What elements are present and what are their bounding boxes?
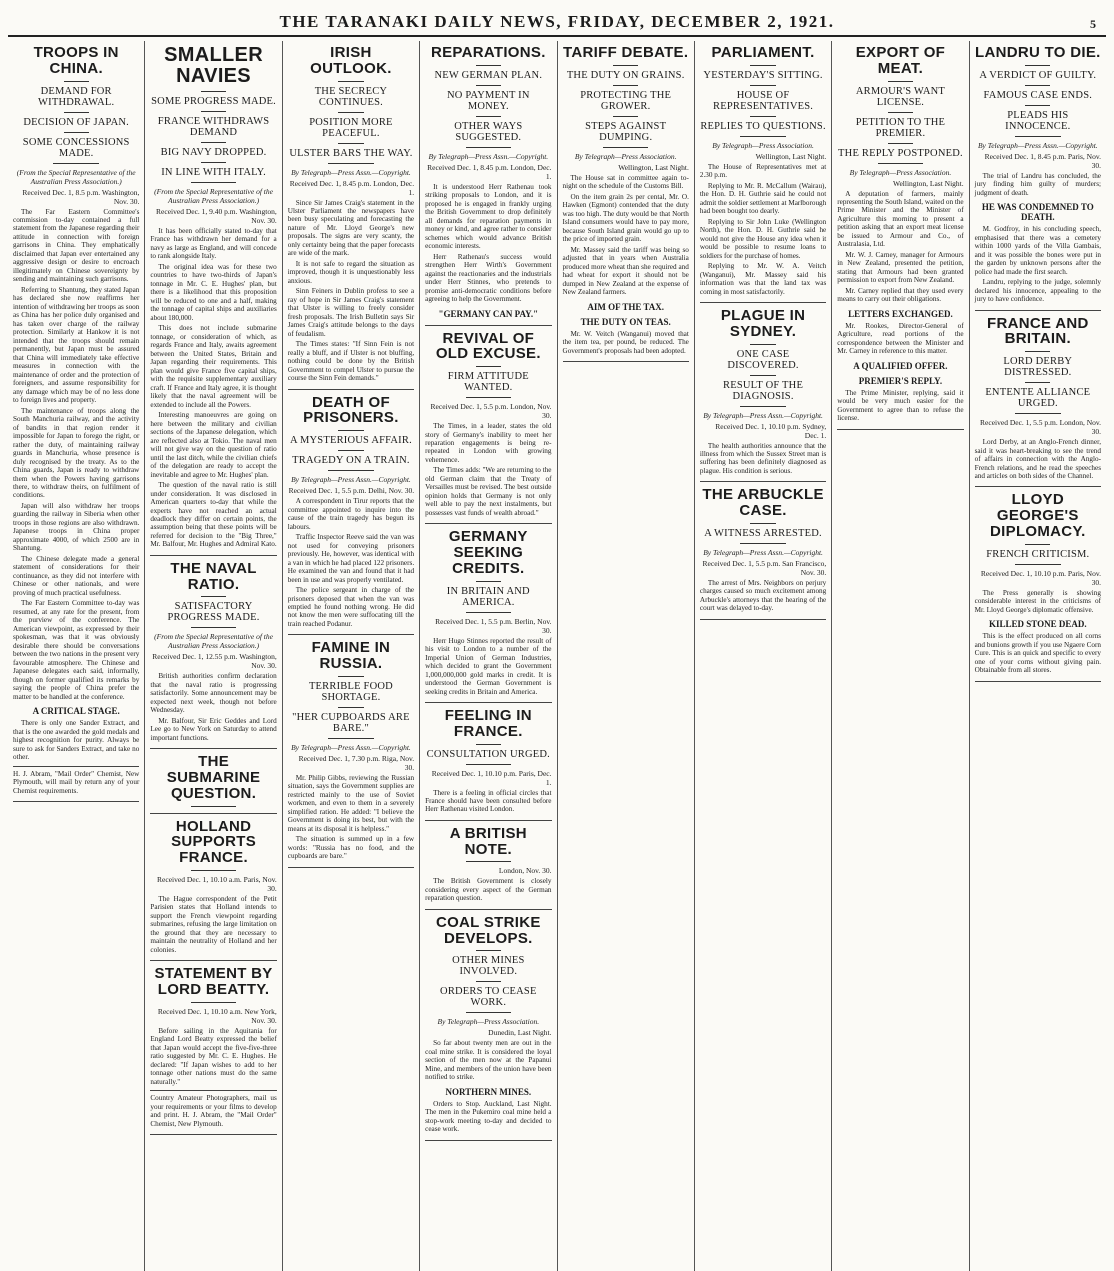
masthead [8, 6, 1106, 37]
headline: EXPORT OF MEAT. [855, 44, 946, 77]
divider [338, 81, 363, 82]
paragraph: The Hague correspondent of the Petit Parisien states that Holland intends to support the French viewpoint regarding submarines, refusing the large limitation on the ground that they are necessary to maintain the neutrality of Holland and her colonies. [150, 894, 277, 954]
subheadline: DEMAND FOR WITHDRAWAL. [38, 85, 115, 108]
headline: DEATH OF PRISONERS. [303, 393, 399, 427]
paragraph: Herr Rathenau's success would strengthen Herr Wirth's Government against the reactionaries and the industrials under Herr Stinnes, who pretends to promise anti-democratic conditions before agreeing to help the Government. [425, 252, 552, 304]
subheadline: PLEADS HIS INNOCENCE. [1005, 109, 1071, 132]
section-subhead: AIM OF THE TAX. [587, 301, 665, 312]
divider [476, 744, 501, 745]
section-subhead: "GERMANY CAN PAY." [438, 308, 539, 319]
byline: By Telegraph—Press Assn.—Copyright. [291, 475, 411, 485]
section-subhead: HE WAS CONDEMNED TO DEATH. [981, 202, 1094, 223]
dateline: Received Dec. 1, 9.40 p.m. Washington, Nov. 30. [156, 207, 277, 225]
paragraph: Mr. Balfour, Sir Eric Geddes and Lord Lee go to New York on Saturday to attend important functions. [150, 716, 277, 742]
article-separator [425, 820, 551, 821]
divider [1025, 85, 1050, 86]
headline: FRANCE AND BRITAIN. [987, 314, 1089, 348]
divider [191, 806, 236, 807]
article-separator [563, 361, 689, 362]
column-grid [8, 41, 1106, 1271]
byline: By Telegraph—Press Assn.—Copyright. [703, 547, 823, 557]
divider [476, 981, 501, 982]
divider [888, 112, 913, 113]
paragraph: It is understood Herr Rathenau took striking proposals to London, and it is proposed he is engaged in frankly urging the British Government to drop definitely all demands for reparation payments in money or kind, and agree rather to consider schemes which would advance British economic interests. [425, 182, 552, 251]
column [695, 41, 832, 1271]
divider [476, 950, 501, 951]
paragraph: Sinn Feiners in Dublin profess to see a ray of hope in Sir James Craig's statement that Ulster is willing to freely consider fresh proposals. The Irish Bulletin says Sir James Craig's attitude belongs to the days of feudalism. [287, 287, 415, 338]
paragraph: Replying to Mr. W. A. Veitch (Wanganui), Mr. Massey said his information was that the land tax was coming in most satisfactorily. [699, 262, 827, 296]
article-separator [425, 909, 551, 910]
byline: By Telegraph—Press Association. [849, 167, 952, 177]
byline: By Telegraph—Press Assn.—Copyright. [428, 151, 549, 161]
dateline: Received Dec. 1, 7.30 p.m. Riga, Nov. 30. [298, 753, 415, 772]
subheadline: FRENCH CRITICISM. [986, 548, 1090, 560]
section-subhead: THE DUTY ON TEAS. [580, 316, 671, 327]
subheadline: ULSTER BARS THE WAY. [289, 147, 413, 159]
section-subhead: NORTHERN MINES. [445, 1086, 532, 1097]
paragraph: The trial of Landru has concluded, the jury finding him guilty of murders; judgment of death. [974, 171, 1101, 197]
dateline: Received Dec. 1, 5.5 p.m. Berlin, Nov. 30. [435, 616, 552, 635]
paragraph: Landru, replying to the judge, solemnly declared his innocence, appealing to the jury to have confidence. [974, 278, 1101, 304]
article-separator [425, 325, 551, 326]
divider [201, 162, 226, 163]
divider [750, 375, 775, 376]
divider [1015, 136, 1060, 137]
subheadline: STEPS AGAINST DUMPING. [585, 120, 667, 143]
subheadline: YESTERDAY'S SITTING. [703, 69, 823, 81]
dateline: Wellington, Last Night. [892, 178, 964, 188]
byline: (From the Special Representative of the Australian Press Association.) [154, 187, 273, 205]
dateline: Received Dec. 1, 10.10 a.m. New York, Nov. 30. [157, 1006, 277, 1025]
article [288, 395, 414, 629]
column [8, 41, 145, 1271]
divider [476, 116, 501, 117]
dateline: Dunedin, Last Night. [488, 1028, 552, 1038]
subheadline: THE REPLY POSTPONED. [838, 147, 963, 159]
paragraph: The Times states: "If Sinn Fein is not really a bluff, and if Ulster is not bluffing, nothing could be done by the British Government to compel Ulster to pursue the course the Sinn Fein demands." [287, 340, 415, 383]
paragraph: A correspondent in Tirur reports that the committee appointed to inquire into the cause of the train tragedy has begun its labours. [287, 497, 415, 531]
advertisement-text: H. J. Abram, "Mail Order" Chemist, New Plymouth, will mail by return any of your Chemist requirements. [13, 769, 140, 795]
article [288, 45, 414, 383]
dateline: Received Dec. 1, 8.45 p.m. Paris, Nov. 30. [984, 151, 1101, 170]
headline: LLOYD GEORGE'S DIPLOMACY. [990, 491, 1086, 540]
article [975, 492, 1101, 674]
divider [613, 85, 638, 86]
article [425, 915, 551, 1134]
divider [466, 1012, 511, 1013]
byline: (From the Special Representative of the Australian Press Association.) [154, 632, 273, 651]
paragraph: The Chinese delegate made a general statement of considerations for their continuance, as they did not interfere with Chinese or other nationals, and were proving of much practical usefulness. [13, 554, 140, 597]
paragraph: The police sergeant in charge of the prisoners deposed that when the van was emptied he found nothing wrong. He did not know the men were suffocating till the train reached Podanur. [287, 586, 415, 628]
subheadline: ENTENTE ALLIANCE URGED. [985, 387, 1091, 410]
divider [338, 450, 363, 451]
page-number: 5 [1090, 17, 1096, 31]
divider [613, 116, 638, 117]
headline: REVIVAL OF OLD EXCUSE. [435, 329, 541, 363]
dateline: Received Dec. 1, 10.10 p.m. Paris, Dec. 1. [431, 768, 552, 787]
divider [1025, 544, 1050, 545]
paragraph: The Far Eastern Committee to-day was resumed, at any rate for the present, from the purview of the conference. The American viewpoint, as expressed by their spokesman, was that it was obviously desirable there should be conversations between the two nations in the present very favourable atmosphere. The Chinese and Japanese delegates each said, informally, though on former qualified its remarks by saying the people of China prefer the matter to be handled at the conference. [13, 599, 140, 701]
paragraph: On the item grain 2s per cental, Mr. O. Hawken (Egmont) contended that the duty was too high. The duty would be that North Island consumers would have to pay more, because South Island grain would go up to the price of imported grain. [562, 192, 689, 244]
article [150, 966, 276, 1128]
dateline: Received Dec. 1, 5.5 p.m. London, Nov. 30. [430, 402, 552, 421]
subheadline: DECISION OF JAPAN. [23, 116, 129, 128]
dateline: Received Dec. 1, 10.10 p.m. Paris, Nov. 30. [980, 568, 1101, 587]
article-separator [288, 867, 414, 868]
headline: REPARATIONS. [430, 44, 546, 61]
divider [750, 523, 775, 524]
column [558, 41, 695, 1271]
divider [750, 85, 775, 86]
section-subhead: KILLED STONE DEAD. [989, 619, 1087, 630]
divider [466, 397, 511, 398]
advertisement [150, 1090, 276, 1128]
divider [328, 163, 373, 164]
paragraph: The House sat in committee again to-night on the schedule of the Customs Bill. [562, 173, 689, 191]
subheadline: SATISFACTORY PROGRESS MADE. [167, 601, 260, 624]
subheadline: IN LINE WITH ITALY. [161, 167, 266, 178]
column [283, 41, 420, 1271]
paragraph: The Times, in a leader, states the old story of Germany's inability to meet her reparation engagements is being re-repeated in London with growing vehemence. [425, 422, 552, 464]
byline: By Telegraph—Press Association. [712, 140, 814, 150]
dateline: Received Dec. 1, 8.45 p.m. London, Dec. 1. [289, 178, 415, 197]
dateline: Received Dec. 1, 12.55 p.m. Washington, Nov. 30. [152, 652, 277, 671]
article [288, 640, 414, 860]
headline: HOLLAND SUPPORTS FRANCE. [171, 817, 257, 867]
advertisement-text: Country Amateur Photographers, mail us your requirements or your films to develop and print. H. J. Abram, the "Mail Order" Chemist, New Plymouth. [150, 1094, 277, 1128]
paragraph: It has been officially stated to-day that France has withdrawn her demand for a navy as large as England, and will concede to rank alongside Italy. [150, 227, 277, 261]
divider [740, 136, 785, 137]
column [420, 41, 557, 1271]
paragraph: A deputation of farmers, mainly representing the South Island, waited on the Prime Minister and the Minister of Agriculture this morning to present a petition asking that an export meat license be issued to Armour and Co., of Australasia, Ltd. [837, 189, 964, 249]
subheadline: TRAGEDY ON A TRAIN. [292, 455, 410, 467]
paragraph: Japan will also withdraw her troops guarding the railway in Siberia when other troops in those regions are also withdrawn. Japanese troops in China proper approximate 4000, of which 2500 are in Shantung. [13, 501, 140, 553]
section-subhead: LETTERS EXCHANGED. [848, 308, 953, 319]
article-separator [700, 619, 826, 620]
divider [613, 65, 638, 66]
divider [740, 543, 785, 544]
divider [338, 707, 363, 708]
article [425, 331, 551, 518]
divider [750, 116, 775, 117]
paragraph: The original idea was for these two countries to have two-thirds of Japan's tonnage in Mr. C. E. Hughes' plan, but there is a likelihood that this proposition will be reduced to one and a half, making the tonnage of capital ships and auxiliaries about 180,000. [150, 262, 277, 322]
divider [466, 764, 511, 765]
article [975, 316, 1101, 481]
divider [466, 861, 511, 862]
article-separator [425, 702, 551, 703]
paragraph: The Prime Minister, replying, said it would be very much easier for the Government to agree than to refuse the license. [837, 388, 964, 423]
headline: THE SUBMARINE QUESTION. [166, 753, 261, 802]
column [832, 41, 969, 1271]
divider [338, 143, 363, 144]
article-separator [150, 960, 276, 961]
paragraph: Orders to Stop. Auckland, Last Night. The men in the Pukemiro coal mine held a stop-work meeting to-day and decided to cease work. [425, 1099, 552, 1134]
subheadline: BIG NAVY DROPPED. [160, 147, 267, 158]
byline: By Telegraph—Press Assn.—Copyright. [291, 742, 411, 752]
paragraph: Mr. Philip Gibbs, reviewing the Russian situation, says the Government supplies are restricted mainly to the use of Soviet workmen, and even to them in a severely simplified ration. He added: "I believe the Government is doing its best, but with the means at its disposal it is helpless." [287, 773, 415, 833]
subheadline: FRANCE WITHDRAWS DEMAND [157, 116, 270, 138]
article-separator [425, 523, 551, 524]
subheadline: POSITION MORE PEACEFUL. [309, 116, 393, 139]
divider [64, 81, 89, 82]
divider [191, 627, 236, 628]
paragraph: Mr. Rookes, Director-General of Agriculture, read portions of the correspondence between the Minister and Mr. Carney in reference to this matter. [837, 321, 964, 356]
subheadline: OTHER MINES INVOLVED. [452, 955, 525, 978]
column [145, 41, 282, 1271]
subheadline: LORD DERBY DISTRESSED. [1003, 356, 1073, 379]
divider [466, 612, 511, 613]
byline: By Telegraph—Press Association. [574, 151, 677, 161]
subheadline: PROTECTING THE GROWER. [580, 89, 672, 112]
divider [476, 85, 501, 86]
article-separator [700, 302, 826, 303]
article [150, 45, 276, 549]
paragraph: The British Government is closely considering every aspect of the German reparation question. [425, 877, 552, 903]
dateline: Wellington, Last Night. [618, 162, 689, 172]
paragraph: M. Godfroy, in his concluding speech, emphasised that there was a cemetery within 1000 yards of the Villa Gambais, and it was possible the bones were put in the garden by unknown persons after the police had made the first search. [974, 225, 1101, 276]
subheadline: A MYSTERIOUS AFFAIR. [289, 435, 412, 447]
paragraph: Replying to Mr. R. McCallum (Wairau), the Hon. D. H. Guthrie said he could not admit the soldier settlement at Marlborough had been bought too dearly. [699, 181, 827, 216]
divider [1025, 105, 1050, 106]
byline: By Telegraph—Press Association. [437, 1017, 540, 1027]
divider [476, 366, 501, 367]
article-separator [150, 1134, 276, 1135]
divider [201, 111, 226, 112]
paragraph: Since Sir James Craig's statement in the Ulster Parliament the newspapers have been busy speculating and forecasting the nature of Mr. Lloyd George's new proposals. The signs are very scanty, the only certainty being that the paper forecasts are wide of the mark. [287, 198, 415, 258]
headline: PARLIAMENT. [711, 44, 815, 61]
article [700, 308, 826, 475]
subheadline: SOME CONCESSIONS MADE. [22, 136, 130, 159]
article-separator [975, 681, 1101, 682]
subheadline: FAMOUS CASE ENDS. [983, 89, 1093, 101]
divider [878, 163, 923, 164]
article [425, 529, 551, 696]
section-subhead: A CRITICAL STAGE. [32, 706, 120, 717]
headline: THE NAVAL RATIO. [170, 559, 257, 593]
article [425, 708, 551, 814]
divider [750, 65, 775, 66]
byline: By Telegraph—Press Assn.—Copyright. [977, 140, 1098, 150]
subheadline: HOUSE OF REPRESENTATIVES. [713, 89, 814, 112]
column [970, 41, 1106, 1271]
article-separator [150, 813, 276, 814]
article [13, 45, 139, 795]
subheadline: FIRM ATTITUDE WANTED. [447, 371, 529, 394]
subheadline: OTHER WAYS SUGGESTED. [454, 120, 523, 143]
headline: STATEMENT BY LORD BEATTY. [154, 965, 273, 998]
dateline: Received Dec. 1, 8.45 p.m. London, Dec. 1. [427, 162, 552, 181]
paragraph: The maintenance of troops along the South Manchuria railway, and the activity of bandits in that region render it impossible for Japan to forego the right, or rather the duty, of maintaining railway guards in Manchuria, whose presence is duly recognised by the treaty. As to the China guards, Japan is ready to withdraw them when the Powers having garrisons there, to withdraw theirs, on fulfilment of conditions. [13, 406, 140, 500]
divider [1015, 413, 1060, 414]
dateline: Received Dec. 1, 10.10 p.m. Sydney, Dec. 1. [715, 421, 827, 440]
paragraph: Before sailing in the Aquitania for England Lord Beatty expressed the belief that Japan would accept the five-five-three ratio suggested by Mr. C. E. Hughes. He declared: "If Japan wishes to add to her tonnage other nations must do the same naturally." [150, 1026, 277, 1086]
headline: SMALLER NAVIES [164, 44, 263, 87]
paragraph: Lord Derby, at an Anglo-French dinner, said it was heart-breaking to see the trend of affairs in connection with the Anglo-French relations, and he read the speeches and articles on both sides of the Channel. [974, 438, 1101, 480]
subheadline: SOME PROGRESS MADE. [151, 96, 276, 107]
dateline: Received Dec. 1, 10.10 a.m. Paris, Nov. 30. [157, 874, 277, 893]
article-separator [150, 555, 276, 556]
subheadline: A VERDICT OF GUILTY. [979, 69, 1097, 81]
article-separator [425, 1140, 551, 1141]
headline: IRISH OUTLOOK. [310, 44, 392, 77]
section-subhead: PREMIER'S REPLY. [858, 375, 943, 386]
divider [1025, 351, 1050, 352]
divider [476, 65, 501, 66]
paragraph: British authorities confirm declaration that the naval ratio is progressing satisfactorily. Some announcement may be expected next week, though not before Wednesday. [150, 672, 277, 715]
divider [191, 870, 236, 871]
paragraph: Mr. Massey said the tariff was being so adjusted that in years when Australia produced more wheat than she required and had wheat for export it should not be dumped in New Zealand at the expense of New Zealand farmers. [562, 245, 689, 297]
dateline: Received Dec. 1, 5.5 p.m. San Francisco, Nov. 30. [702, 558, 827, 577]
headline: TROOPS IN CHINA. [33, 44, 119, 77]
divider [64, 112, 89, 113]
paragraph: Mr. W. Veitch (Wanganui) moved that the item tea, per pound, be reduced. The Government's proposals had been adopted. [562, 329, 689, 355]
article-separator [700, 481, 826, 482]
divider [1025, 382, 1050, 383]
divider [201, 596, 226, 597]
headline: COAL STRIKE DEVELOPS. [435, 913, 541, 947]
article [150, 754, 276, 806]
paragraph: Mr. Carney replied that they used every means to carry out their obligations. [837, 286, 964, 304]
article [700, 487, 826, 612]
divider [750, 344, 775, 345]
paragraph: Interesting manoeuvres are going on here between the military and civilian sections of the Japanese delegation, which are reflected also at Tokio. The naval men will not give way on the question of ratio until the last ditch, while the civilian chiefs of the delegation are ready to accept the inevitable and agree to Mr. Hughes' plan. [150, 411, 277, 479]
divider [740, 406, 785, 407]
byline: (From the Special Representative of the Australian Press Association.) [16, 167, 136, 186]
subheadline: REPLIES TO QUESTIONS. [700, 120, 826, 132]
paragraph: There is a feeling in official circles that France should have been consulted before Herr Rathenau visited London. [425, 788, 552, 814]
divider [1015, 564, 1060, 565]
divider [201, 91, 226, 92]
article [563, 45, 689, 355]
headline: FAMINE IN RUSSIA. [311, 639, 391, 673]
paragraph: It is not safe to regard the situation as improved, though it is unquestionably less anxious. [287, 259, 415, 285]
divider [888, 81, 913, 82]
divider [64, 132, 89, 133]
subheadline: RESULT OF THE DIAGNOSIS. [723, 379, 804, 402]
subheadline: THE SECRECY CONTINUES. [314, 85, 388, 108]
headline: FEELING IN FRANCE. [444, 707, 532, 740]
paragraph: Traffic Inspector Reeve said the van was not used for conveying prisoners previously. He, however, was identical with a van in which he had placed 122 prisoners. He examined the van and found that it had been in use and was properly ventilated. [287, 533, 415, 584]
article-separator [150, 748, 276, 749]
paragraph: Replying to Sir John Luke (Wellington North), the Hon. D. H. Guthrie said he would not give the House any idea when it would be possible to resume loans to soldiers for the purchase of homes. [699, 217, 827, 260]
subheadline: A WITNESS ARRESTED. [704, 527, 822, 539]
divider [888, 143, 913, 144]
article-separator [288, 389, 414, 390]
article [700, 45, 826, 296]
paragraph: The question of the naval ratio is still under consideration. It was disclosed in American quarters to-day that while the experts have not reached an actual deadlock they differ on certain points, the assumption being that these points will be referred for decision to the "Big Three," Mr. Balfour, Mr. Hughes and Admiral Kato. [150, 481, 277, 549]
dateline: Received Dec. 1, 5.5 p.m. Delhi, Nov. 30. [288, 486, 415, 496]
article-separator [975, 310, 1101, 311]
article [150, 561, 276, 742]
headline: PLAGUE IN SYDNEY. [720, 307, 806, 340]
article [975, 45, 1101, 304]
subheadline: "HER CUPBOARDS ARE BARE." [292, 711, 410, 734]
subheadline: THE DUTY ON GRAINS. [566, 69, 685, 81]
article [425, 45, 551, 319]
paragraph: The Press generally is showing considerable interest in the criticisms of Mr. Lloyd George's diplomatic offensive. [974, 588, 1101, 614]
article-separator [13, 801, 139, 802]
paragraph: This is the effect produced on all corns and bunions growth if you use Ngaere Corn Cure. This is an quick and specific to every one of your corns without giving pain. Obtainable from all stores. [974, 632, 1101, 675]
article-separator [288, 634, 414, 635]
divider [328, 738, 373, 739]
subheadline: TERRIBLE FOOD SHORTAGE. [308, 680, 393, 703]
dateline: Received Dec. 1, 8.5 p.m. Washington, Nov. 30. [22, 187, 140, 206]
section-subhead: A QUALIFIED OFFER. [853, 360, 948, 371]
subheadline: PETITION TO THE PREMIER. [855, 116, 946, 139]
headline: LANDRU TO DIE. [975, 44, 1101, 61]
divider [338, 112, 363, 113]
subheadline: ARMOUR'S WANT LICENSE. [855, 85, 946, 108]
paragraph: Mr. W. J. Carney, manager for Armours in New Zealand, presented the petition, stating that Armours had been granted permission to export from New Zealand. [837, 250, 964, 285]
paragraph: Referring to Shantung, they stated Japan has declared she now reaffirms her intention of withdrawing her troops as soon as China has her police duly organised and has taken over charge of the railway protection. Similarly at Hankow it is not intended that the troops should remain permanently, but Japan must be assured that China will immediately take effective measures in connection with the maintenance of order and the protection of foreigners, and assume responsibility for any damage which may be of no less done to foreign lives and property. [13, 285, 140, 405]
article [425, 826, 551, 903]
paragraph: So far about twenty men are out in the coal mine strike. It is considered the loyal section of the men now at the Papanui Mine, and members of the union have been notified to strike. [425, 1039, 552, 1082]
article-separator [837, 429, 963, 430]
byline: By Telegraph—Press Assn.—Copyright. [291, 167, 411, 177]
paragraph: This does not include submarine tonnage, or consideration of which, as regards France and Italy, awaits agreement between the United States, Britain and Japan regarding their requirements. This plan would give France five capital ships, with the requisite supplementary auxiliary craft. If France and Italy agree, it is thought likely that the naval agreement will be extended to include all the Powers. [150, 324, 277, 409]
headline: THE ARBUCKLE CASE. [702, 486, 824, 520]
byline: By Telegraph—Press Assn.—Copyright. [703, 410, 823, 420]
paragraph: There is only one Sander Extract, and that is the one awarded the gold medals and highest recognition for purity. Always be sure to ask for Sanders Extract, and take no other. [13, 719, 140, 762]
dateline: London, Nov. 30. [498, 866, 552, 876]
divider [191, 182, 236, 183]
headline: GERMANY SEEKING CREDITS. [448, 528, 528, 577]
subheadline: NO PAYMENT IN MONEY. [446, 89, 530, 112]
paragraph: The Far Eastern Committee's commission to-day contained a full statement from the Japanese regarding their attitude in connection with foreign garrisons in China. They emphatically disclaimed that Japan ever entertained any aggressive design or desire to encroach illegitimately on Chinese sovereignty by sending and maintaining such garrisons. [13, 207, 140, 284]
article [837, 45, 963, 423]
headline: A BRITISH NOTE. [449, 824, 527, 858]
paragraph: The House of Representatives met at 2.30 p.m. [699, 162, 827, 180]
paragraph: The health authorities announce that the illness from which the Sussex Street man is suffering has been definitely diagnosed as plague. His condition is serious. [699, 441, 827, 475]
divider [53, 163, 98, 164]
divider [603, 147, 648, 148]
subheadline: CONSULTATION URGED. [426, 748, 550, 760]
paragraph: The situation is summed up in a few words: "Russia has no food, and the cupboards are bare." [287, 835, 415, 861]
subheadline: NEW GERMAN PLAN. [434, 69, 543, 81]
subheadline: ORDERS TO CEASE WORK. [440, 986, 537, 1009]
advertisement [13, 766, 139, 795]
divider [328, 470, 373, 471]
paragraph: The Times adds: "We are returning to the old German claim that the Treaty of Versailles must be revised. The best outside opinion holds that Germany is not only well able to pay the next instalments, but possesses vast funds of wealth abroad." [425, 466, 552, 517]
divider [476, 581, 501, 582]
headline: TARIFF DEBATE. [563, 44, 689, 61]
subheadline: ONE CASE DISCOVERED. [727, 348, 799, 371]
paragraph: Herr Hugo Stinnes reported the result of his visit to London to a number of the Imperial Union of German Industries, which decided to grant the Government 1,000,000,000 gold marks in credit. It is understood the German Government is seeking credits in Britain and America. [425, 636, 552, 696]
subheadline: IN BRITAIN AND AMERICA. [446, 585, 530, 608]
divider [338, 676, 363, 677]
masthead-title: THE TARANAKI DAILY NEWS, FRIDAY, DECEMBER 2, 1921. [279, 12, 835, 31]
divider [191, 1002, 236, 1003]
divider [201, 142, 226, 143]
divider [338, 430, 363, 431]
dateline: Received Dec. 1, 5.5 p.m. London, Nov. 30. [980, 418, 1101, 437]
article-separator [975, 486, 1101, 487]
dateline: Wellington, Last Night. [755, 151, 827, 161]
divider [466, 147, 511, 148]
divider [1025, 65, 1050, 66]
article [150, 819, 276, 955]
paragraph: The arrest of Mrs. Neighbors on perjury charges caused so much excitement among Arbuckle's attorneys that the hearing of the court was delayed to-day. [699, 578, 827, 613]
